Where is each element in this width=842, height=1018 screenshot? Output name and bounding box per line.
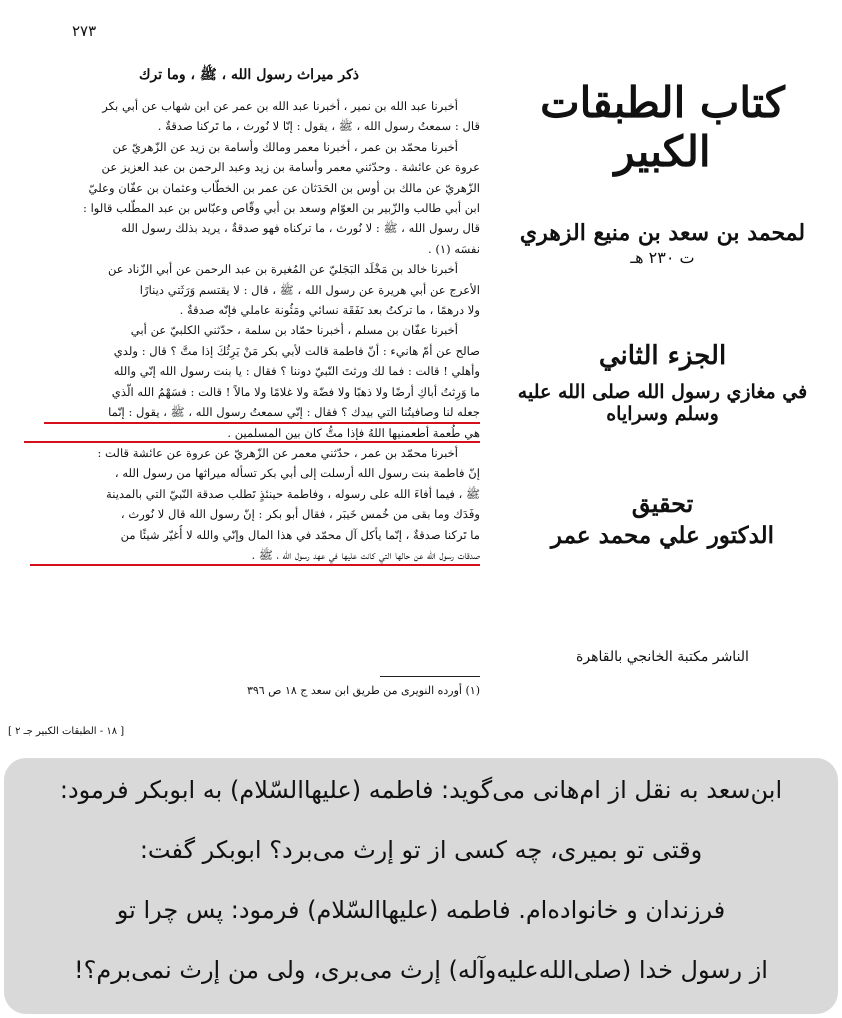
text-line: أخبرنا خالد بن مَخْلَد البَجَليّ عن المُغيرة بن عبد الرحمن عن أبي الزّناد عن xyxy=(107,262,458,277)
text-line: أخبرنا عفّان بن مسلم ، أخبرنا حمّاد بن سلمة ، حدّثني الكلبيّ عن أبي xyxy=(130,323,458,338)
text-line: الزّهريّ عن مالك بن أوس بن الحَدَثان عن عمر بن الخطّاب وعثمان بن عفّان وعليّ xyxy=(88,180,480,195)
tahqiq-label: تحقيق xyxy=(631,489,694,518)
caption-line: وقتی تو بمیری، چه کسی از تو إرث می‌برد؟ ابوبکر گفت: xyxy=(139,836,703,864)
text-line: صالح عن أمّ هانيء : أنّ فاطمة قالت لأبي بكر مَنْ يَرِثُكَ إذا متَّ ؟ قال : ولدي xyxy=(113,343,480,358)
publisher: الناشر مكتبة الخانجي بالقاهرة xyxy=(576,649,749,665)
paragraph-3 xyxy=(18,259,480,320)
highlight-underline-1 xyxy=(44,422,480,424)
footnote-rule xyxy=(380,676,480,677)
text-line: ابن أبي طالب والزّبير بن العوّام وسعد بن أبي وقّاص وعبّاس بن عبد المطّلب قالوا : xyxy=(82,201,480,216)
editor-name: الدكتور علي محمد عمر xyxy=(550,522,775,549)
caption-line: فرزندان و خانواده‌ام. فاطمه (علیهاالسّلام) فرمود: پس چرا تو xyxy=(116,896,726,924)
volume-title: الجزء الثاني xyxy=(598,341,727,371)
highlight-underline-3 xyxy=(30,564,480,566)
text-line: إنّ فاطمة بنت رسول الله أرسلت إلى أبي بكر تسأله ميراثها من رسول الله ، xyxy=(114,466,480,481)
persian-caption-box xyxy=(4,758,838,1014)
text-line: هي طُعمة أطعمنيها اللهُ فإذا متُّ كان بين المسلمين . xyxy=(227,425,480,440)
text-line: وفَدَك وما بقى من خُمس خَيبَر ، فقال أبو بكر : إنّ رسول الله قال لا نُورث ، xyxy=(120,507,480,522)
text-line: الأعرج عن أبي هريرة عن رسول الله ، ﷺ ، قال : لا يقتسم وَرَثَتي دينارًا xyxy=(139,282,480,297)
text-line: أخبرنا عبد الله بن نمير ، أخبرنا عبد الله بن عمر عن ابن شهاب عن أبي بكر xyxy=(102,99,458,113)
highlight-underline-2 xyxy=(24,441,480,443)
text-line: ما وَرِثتُ أباكِ أرضًا ولا ذهبًا ولا فضّة ولا غلامًا ولا مالاً ! قالت : فسَهْمُ الله الّذي xyxy=(111,384,480,399)
text-line: وأهلي ! قالت : فما لك ورثتَ النّبيّ دوننا ؟ فقال : يا بنت رسول الله إنّي والله xyxy=(113,364,480,379)
text-line: أخبرنا محمّد بن عمر ، أخبرنا معمر ومالك وأسامة بن زيد عن الزّهريّ عن xyxy=(112,139,458,154)
author-name: لمحمد بن سعد بن منيع الزهري xyxy=(519,220,806,246)
section-title: ذكر ميراث رسول الله ، ﷺ ، وما ترك xyxy=(139,67,359,83)
text-line: صدقات رسول الله عن حالها التي كانت عليها في عهد رسول الله ، ﷺ . xyxy=(251,547,480,562)
page-signature: [ ١٨ - الطبقات الكبير جـ ٢ ] xyxy=(8,726,125,737)
footnote: (١) أورده النويرى من طريق ابن سعد ج ١٨ ص ٣٩٦ xyxy=(246,684,480,697)
paragraph-4 xyxy=(18,320,480,442)
paragraph-1 xyxy=(18,96,480,137)
volume-subject: في مغازي رسول الله صلى الله عليه وسلم وسراياه xyxy=(517,381,808,425)
death-date: ت ٢٣٠ هـ xyxy=(630,248,695,267)
book-cover xyxy=(495,60,830,665)
caption-line: از رسول خدا (صلی‌الله‌علیه‌وآله) إرث می‌بری، ولی من إرث نمی‌برم؟! xyxy=(74,956,768,984)
text-line: ﷺ ، فيما أفاءَ الله على رسوله ، وفاطمة حينئذٍ تَطلب صدقة النّبيّ التي بالمدينة xyxy=(106,486,480,501)
text-line: قال رسول الله ، ﷺ : لا نُورث ، ما تركناه فهو صدقةٌ ، يريد بذلك رسول الله xyxy=(121,221,480,236)
text-line: ما تَركنا صدقةٌ ، إنّما يأكل آل محمّد في هذا المال وإنّي والله لا أُغيّر شيئًا من xyxy=(120,527,480,542)
arabic-text-column xyxy=(18,66,480,565)
page-number: ٢٧٣ xyxy=(72,22,97,40)
text-line: نفسَه (١) . xyxy=(428,241,480,256)
caption-line: ابن‌سعد به نقل از ام‌هانی می‌گوید: فاطمه (علیهاالسّلام) به ابوبکر فرمود: xyxy=(59,776,783,804)
text-line: قال : سمعتُ رسول الله ، ﷺ ، يقول : إنّا لا نُورث ، ما تَركنا صدقةٌ . xyxy=(157,119,480,134)
text-line: عروة عن عائشة . وحدّثني معمر وأسامة بن زيد وعبد الرحمن بن عبد العزيز عن xyxy=(101,160,480,175)
text-line: جعله لنا وصافيتُنا التي بيدك ؟ فقال : إنّي سمعتُ رسول الله ، ﷺ ، يقول : إنّما xyxy=(108,405,480,420)
book-title: كتاب الطبقات الكبير xyxy=(540,78,785,176)
paragraph-2 xyxy=(18,137,480,259)
paragraph-5 xyxy=(18,443,480,565)
text-line: ولا درهمًا ، ما تركتُ بعد نَفَقَة نسائي ومَئُونة عاملي فإنّه صدقةٌ . xyxy=(179,303,480,318)
text-line: أخبرنا محمّد بن عمر ، حدّثني معمر عن الزّهريّ عن عروة عن عائشة قالت : xyxy=(97,445,458,460)
